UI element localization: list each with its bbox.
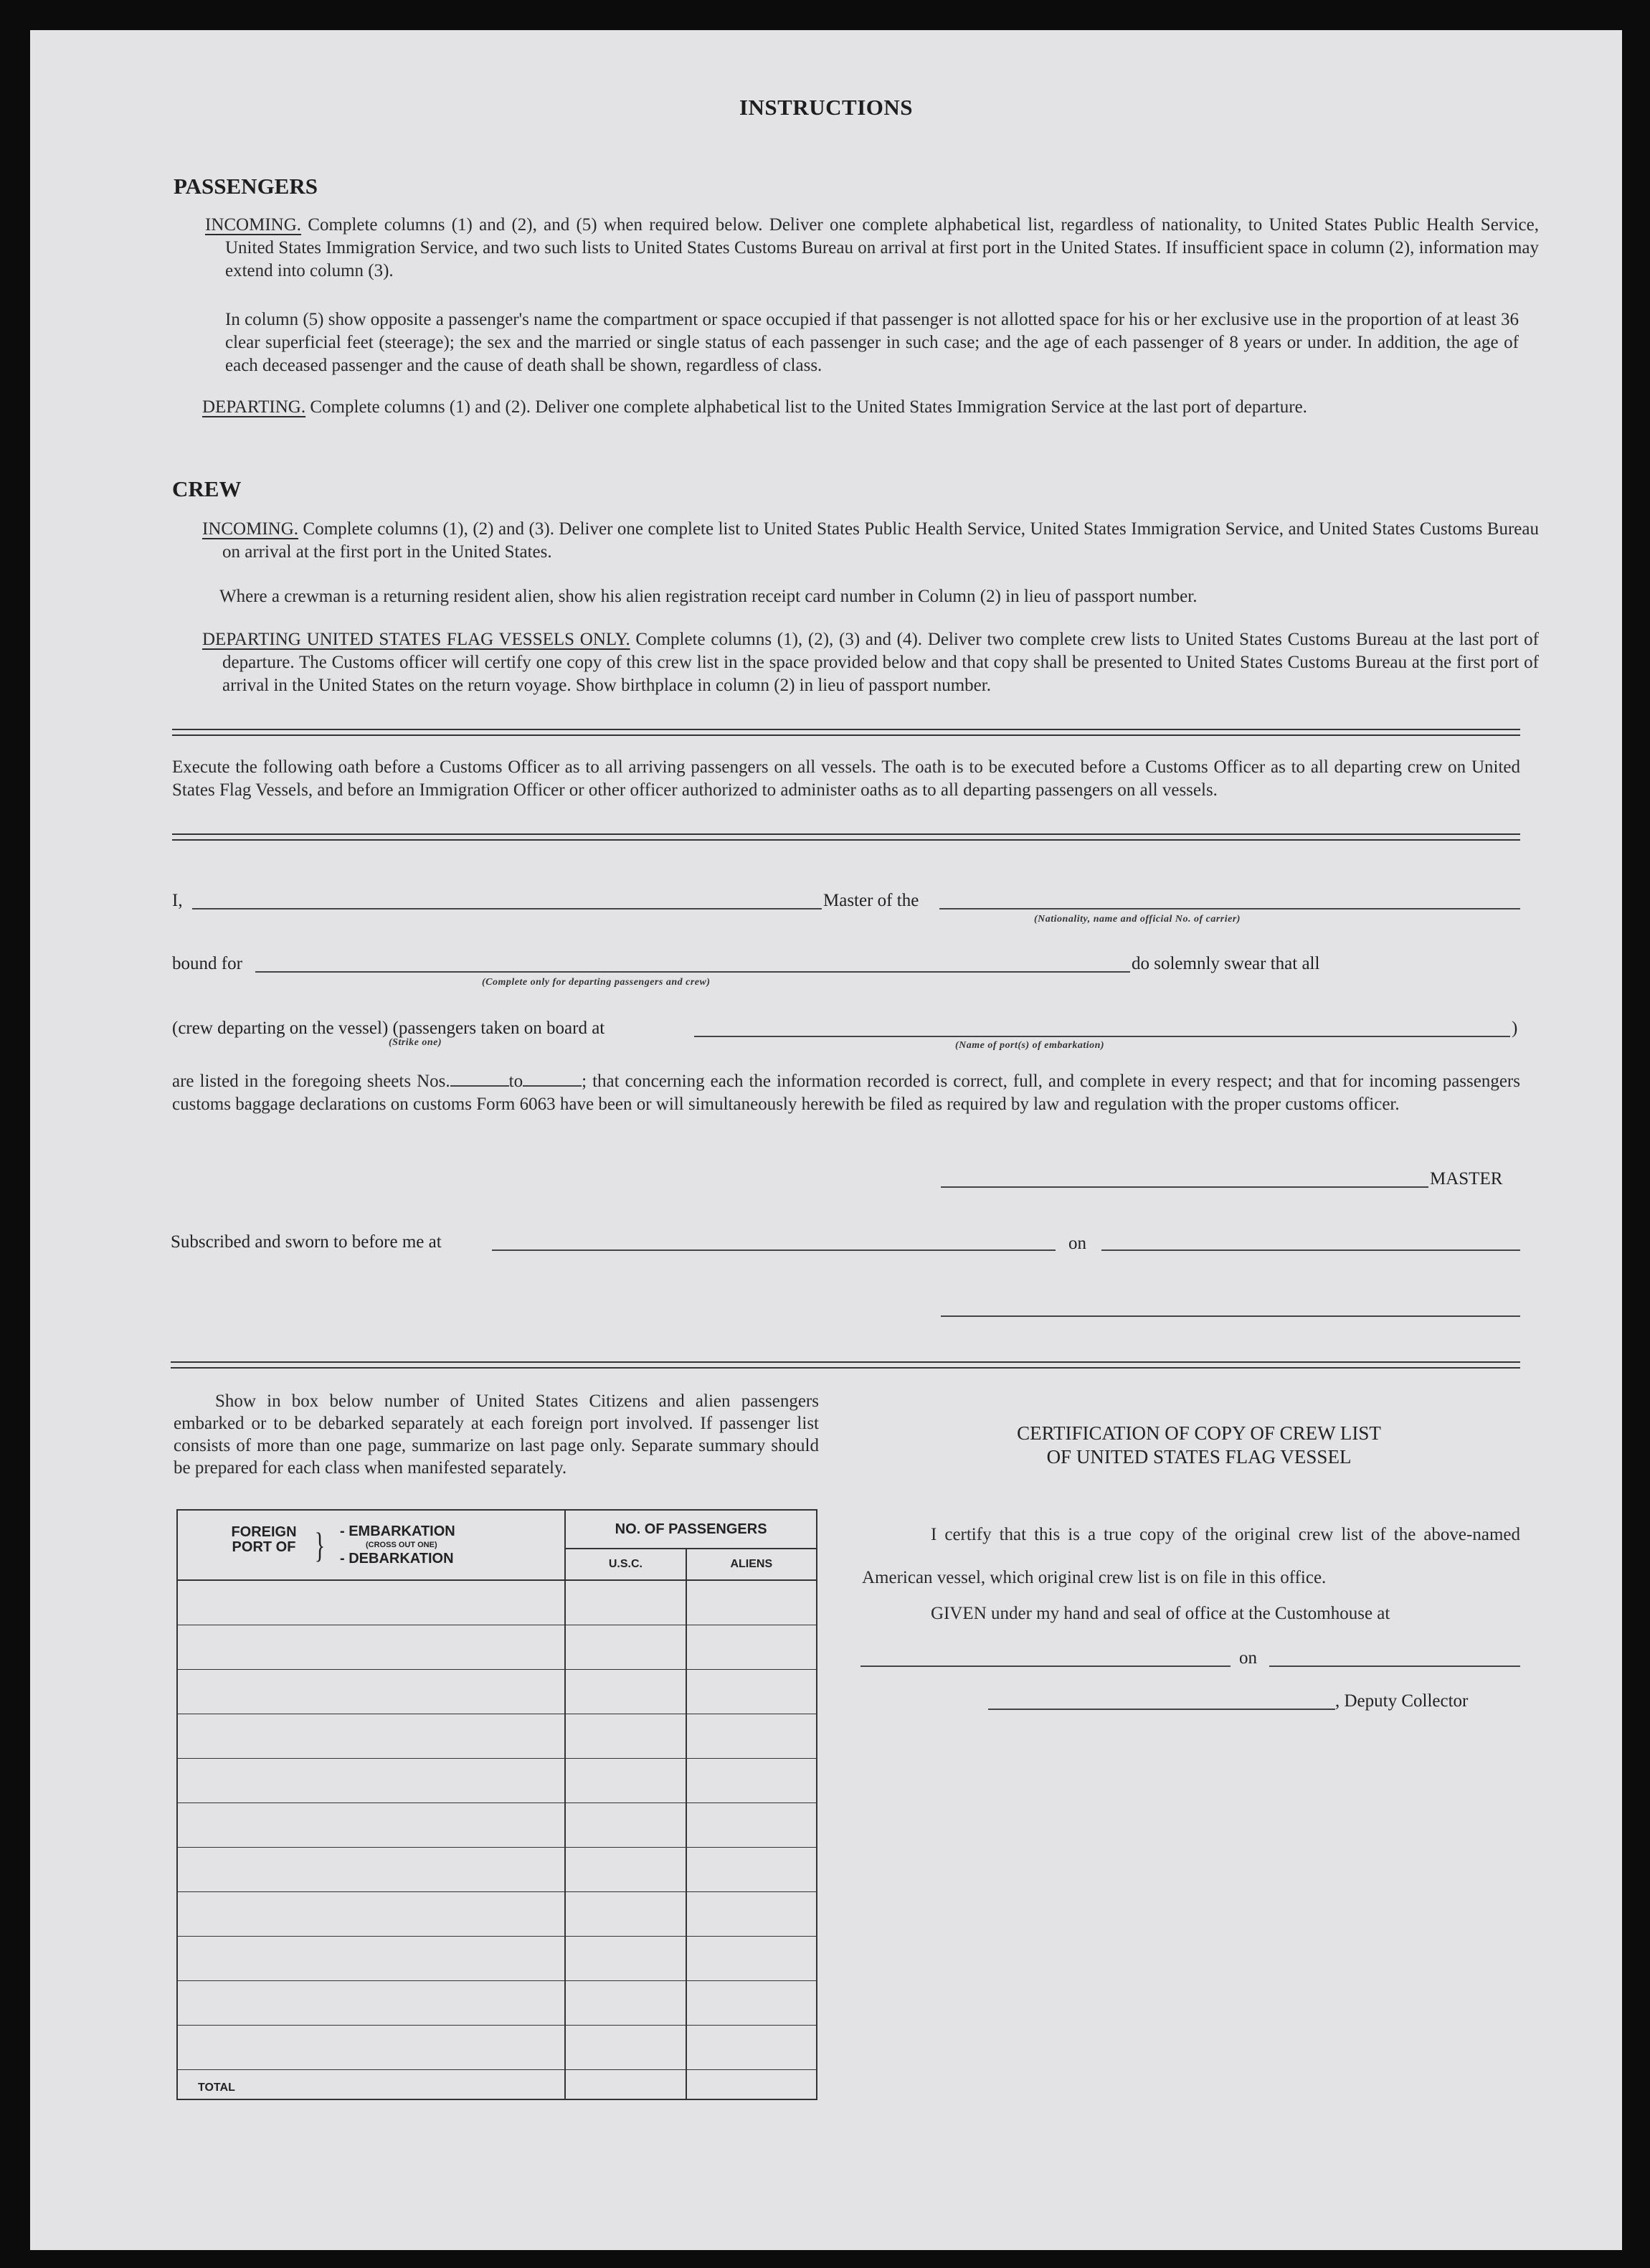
aliens-cell[interactable] [686,1580,817,1625]
passengers-column5-paragraph: In column (5) show opposite a passenger's name the compartment or space occupied if that passenger is not allotted space for his or her exclusive use in the proportion of at least 36 clear superficial feet (steerage); the sex and the married or single status of each passenger in such case; and the age of each passenger of 8 years or under. In addition, the age of each deceased passenger and the cause of death shall be shown, regardless of class. [225,310,1519,375]
passengers-departing-lead: DEPARTING. [202,397,306,417]
crew-crewman-paragraph: Where a crewman is a returning resident alien, show his alien registration receipt card number in Column (2) in lieu of passport number. [219,587,1198,606]
port-cell[interactable] [177,1802,565,1847]
port-cell[interactable] [177,1936,565,1980]
aliens-cell[interactable] [686,1758,817,1802]
crew-departing-lead: DEPARTING UNITED STATES FLAG VESSELS ONLY. [202,630,630,649]
aliens-cell[interactable] [686,1714,817,1758]
listed-paragraph [172,1070,1520,1116]
master-of-label: Master of the [823,891,919,910]
nationality-caption: (Nationality, name and official No. of carrier) [1034,914,1241,925]
crew-heading: CREW [172,476,242,501]
subscribed-label: Subscribed and sworn to before me at [171,1232,442,1252]
bound-for-label: bound for [172,954,242,973]
usc-cell[interactable] [565,1847,686,1891]
usc-header [565,1549,686,1580]
execute-oath-paragraph: Execute the following oath before a Customs Officer as to all arriving passengers on all vessels. The oath is to be executed before a Customs Officer as to all departing crew on United States Flag Vessels, and before an Immigration Officer or other officer authorized to administer oaths as to all departing passengers on all vessels. [172,757,1520,800]
table-row [177,1980,817,2025]
usc-cell[interactable] [565,1980,686,2025]
crew-departing-label: (crew departing on the vessel) (passengers taken on board at [172,1019,605,1038]
aliens-label: ALIENS [730,1558,773,1570]
aliens-header [686,1549,817,1580]
port-cell[interactable] [177,1714,565,1758]
listed-label: are listed in the foregoing sheets Nos. [172,1072,450,1091]
brace-icon: } [314,1525,326,1565]
sheet-from-field[interactable] [450,1071,509,1087]
usc-cell[interactable] [565,1758,686,1802]
customhouse-location-field[interactable] [860,1665,1231,1667]
bound-for-field[interactable] [255,971,1130,973]
crew-incoming-text: Complete columns (1), (2) and (3). Deliver one complete list to United States Public Health Service, United States Immigration Service, and United States Customs Bureau on arrival at the first port in the United States. [222,519,1539,562]
usc-cell[interactable] [565,1580,686,1625]
aliens-cell[interactable] [686,1936,817,1980]
total-label-cell [177,2069,565,2099]
passengers-incoming-text: Complete columns (1) and (2), and (5) when required below. Deliver one complete alphabetical list, regardless of nationality, to United States Public Health Service, United States Immigration Service, and two such lists to United States Customs Bureau on arrival at first port in the United States. If insufficient space in column (2), information may extend into column (3). [225,215,1539,280]
carrier-field[interactable] [939,908,1520,909]
summary-intro-paragraph [174,1390,819,1479]
certification-date-field[interactable] [1269,1665,1520,1667]
table-row [177,2025,817,2069]
port-cell[interactable] [177,1891,565,1936]
strike-one-caption: (Strike one) [389,1037,442,1048]
embarkation-label: - EMBARKATION [340,1523,455,1539]
divider [172,833,1520,841]
sworn-location-field[interactable] [492,1249,1056,1251]
cross-out-one-label: (CROSS OUT ONE) [366,1541,437,1549]
port-cell[interactable] [177,1758,565,1802]
summary-body [177,1580,817,2069]
no-passengers-label: NO. OF PASSENGERS [615,1521,767,1537]
deputy-collector-signature-field[interactable] [988,1709,1335,1710]
passengers-departing-paragraph [202,396,1539,419]
table-row [177,1891,817,1936]
certification-heading-line1: CERTIFICATION OF COPY OF CREW LIST [1017,1422,1381,1444]
port-cell[interactable] [177,2025,565,2069]
total-usc-cell[interactable] [565,2069,686,2099]
passengers-incoming-lead: INCOMING. [205,215,302,235]
sworn-on-label: on [1068,1234,1086,1253]
crew-departing-paragraph [202,628,1539,697]
total-label: TOTAL [198,2082,235,2094]
summary-intro-text: Show in box below number of United States Citizens and alien passengers embarked or to be debarked separately at each foreign port involved. If passenger list consists of more than one page, summarize on last page only. Separate summary should be prepared for each class when manifested separately. [174,1391,819,1478]
crew-incoming-lead: INCOMING. [202,519,299,539]
usc-cell[interactable] [565,1802,686,1847]
port-of-embarkation-field[interactable] [694,1036,1510,1037]
aliens-cell[interactable] [686,2025,817,2069]
master-label: MASTER [1430,1169,1503,1189]
page-title: INSTRUCTIONS [739,95,913,120]
form-page [30,30,1622,2250]
usc-cell[interactable] [565,1891,686,1936]
deputy-collector-label: , Deputy Collector [1335,1691,1469,1711]
foreign-port-label: FOREIGN PORT OF [231,1524,297,1555]
oath-i-label: I, [172,891,183,910]
table-row [177,1580,817,1625]
summary-header-row [177,1510,817,1549]
sheet-to-field[interactable] [523,1071,582,1087]
port-cell[interactable] [177,1625,565,1669]
to-label: to [508,1072,523,1091]
aliens-cell[interactable] [686,1802,817,1847]
crew-departing-text: Complete columns (1), (2), (3) and (4). Deliver two complete crew lists to United States Customs Bureau at the last port of departure. The Customs officer will certify one copy of this crew list in the space provided below and that copy shall be presented to United States Customs Bureau at the first port of arrival in the United States on the return voyage. Show birthplace in column (2) in lieu of passport number. [222,630,1539,695]
certification-heading [862,1422,1536,1469]
passengers-departing-text: Complete columns (1) and (2). Deliver one complete alphabetical list to the United States Immigration Service at the last port of departure. [305,397,1307,417]
passengers-incoming-paragraph [205,214,1539,283]
crew-incoming-paragraph [202,518,1539,564]
usc-label: U.S.C. [608,1558,643,1570]
table-row [177,1936,817,1980]
usc-cell[interactable] [565,1625,686,1669]
table-row [177,1847,817,1891]
passengers-heading: PASSENGERS [174,174,318,199]
usc-cell[interactable] [565,2025,686,2069]
given-text: GIVEN under my hand and seal of office at the Customhouse at [931,1604,1390,1623]
table-row [177,1758,817,1802]
port-caption: (Name of port(s) of embarkation) [955,1040,1105,1051]
usc-cell[interactable] [565,1936,686,1980]
no-passengers-header [565,1510,817,1549]
certify-paragraph [862,1513,1520,1600]
usc-cell[interactable] [565,1669,686,1714]
passenger-summary-table [176,1509,817,2100]
bound-for-caption: (Complete only for departing passengers and crew) [482,977,711,988]
foreign-port-header [177,1510,565,1580]
port-cell[interactable] [177,1980,565,2025]
aliens-cell[interactable] [686,1625,817,1669]
total-aliens-cell[interactable] [686,2069,817,2099]
certify-text: I certify that this is a true copy of the original crew list of the above-named American vessel, which original crew list is on file in this office. [862,1525,1520,1587]
usc-cell[interactable] [565,1714,686,1758]
close-paren: ) [1512,1019,1518,1038]
officer-signature-field[interactable] [941,1315,1520,1317]
master-signature-field[interactable] [941,1186,1428,1188]
total-row [177,2069,817,2099]
port-cell[interactable] [177,1580,565,1625]
aliens-cell[interactable] [686,1980,817,2025]
table-row [177,1669,817,1714]
debarkation-label: - DEBARKATION [340,1551,454,1567]
certification-heading-line2: OF UNITED STATES FLAG VESSEL [1046,1446,1352,1468]
table-row [177,1802,817,1847]
aliens-cell[interactable] [686,1891,817,1936]
table-row [177,1625,817,1669]
master-name-field[interactable] [192,908,822,909]
divider [172,729,1520,736]
listed-text: ; that concerning each the information recorded is correct, full, and complete in every respect; and that for incoming passengers customs baggage declarations on customs Form 6063 have been or will simultaneously herewith be filed as required by law and regulation with the proper customs officer. [172,1072,1520,1114]
sworn-date-field[interactable] [1101,1249,1520,1251]
certification-on-label: on [1239,1648,1257,1668]
swear-label: do solemnly swear that all [1132,954,1320,973]
port-cell[interactable] [177,1847,565,1891]
port-cell[interactable] [177,1669,565,1714]
aliens-cell[interactable] [686,1847,817,1891]
aliens-cell[interactable] [686,1669,817,1714]
table-row [177,1714,817,1758]
divider [171,1361,1520,1369]
